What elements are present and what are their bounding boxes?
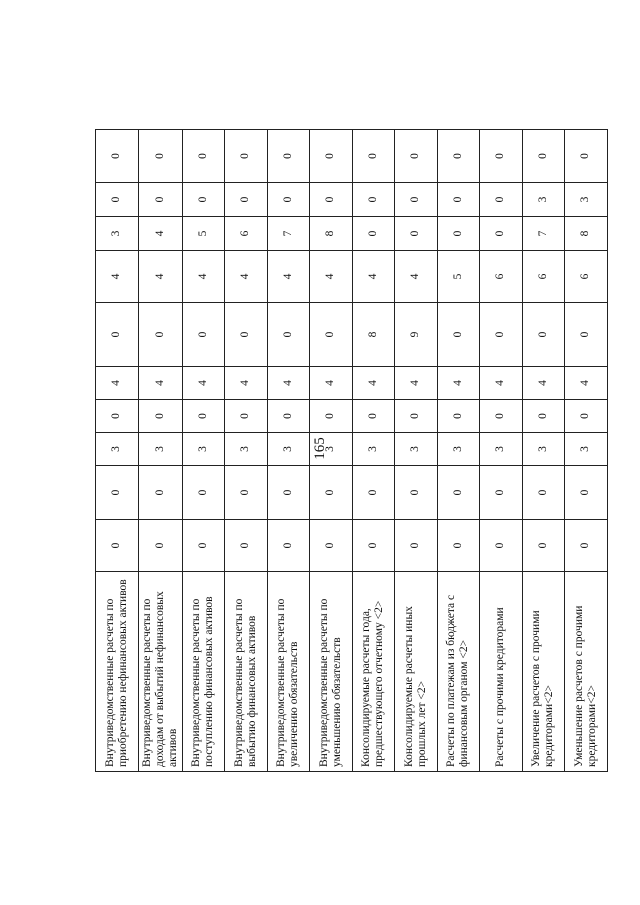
code-cell: 3 [480,433,523,466]
row-name: Внутриведомственные расчеты по выбытию финансовых активов [225,572,268,772]
code-cell: 4 [395,251,438,303]
code-cell: 3 [395,433,438,466]
code-cell: 4 [182,367,225,400]
code-cell: 4 [138,367,182,400]
code-cell: 0 [182,400,225,433]
code-cell: 0 [437,183,480,217]
code-cell: 0 [480,400,523,433]
code-cell: 9 [395,303,438,367]
code-cell: 0 [352,466,395,520]
code-cell: 0 [267,400,310,433]
code-cell: 0 [565,466,608,520]
code-cell: 4 [225,367,268,400]
code-cell: 0 [310,400,353,433]
code-cell: 7 [522,217,565,251]
code-cell: 4 [310,251,353,303]
row-name: Внутриведомственные расчеты по увеличению обязательств [267,572,310,772]
code-cell: 0 [522,400,565,433]
code-cell: 3 [522,183,565,217]
code-cell: 0 [138,466,182,520]
code-cell: 0 [437,400,480,433]
row-name: Расчеты с прочими кредиторами [480,572,523,772]
code-cell: 0 [138,130,182,183]
code-cell: 0 [352,217,395,251]
code-cell: 8 [352,303,395,367]
code-cell: 0 [138,400,182,433]
code-cell: 5 [437,251,480,303]
code-cell: 0 [522,130,565,183]
code-cell: 0 [267,520,310,572]
code-cell: 0 [225,520,268,572]
code-cell: 0 [310,466,353,520]
code-cell: 0 [182,183,225,217]
code-cell: 4 [267,251,310,303]
row-name: Внутриведомственные расчеты по уменьшению обязательств [310,572,353,772]
code-cell: 0 [138,303,182,367]
code-cell: 0 [96,303,139,367]
code-cell: 0 [352,130,395,183]
code-cell: 8 [565,217,608,251]
code-cell: 0 [310,130,353,183]
code-cell: 3 [267,433,310,466]
code-cell: 0 [395,217,438,251]
row-name: Внутриведомственные расчеты по поступлению финансовых активов [182,572,225,772]
code-cell: 0 [565,520,608,572]
code-cell: 3 [437,433,480,466]
code-cell: 0 [352,183,395,217]
code-cell: 4 [96,367,139,400]
code-cell: 0 [310,520,353,572]
table-row [182,130,225,772]
code-cell: 0 [565,130,608,183]
table-row [437,130,480,772]
code-cell: 3 [352,433,395,466]
row-name: Увеличение расчетов с прочими кредиторами<2> [522,572,565,772]
code-cell: 0 [480,130,523,183]
code-cell: 0 [138,183,182,217]
code-cell: 0 [310,183,353,217]
code-cell: 0 [225,400,268,433]
code-cell: 0 [437,217,480,251]
code-cell: 6 [225,217,268,251]
code-cell: 0 [395,130,438,183]
code-cell: 0 [522,303,565,367]
code-cell: 0 [352,520,395,572]
accounting-codes-table [95,129,608,772]
code-cell: 3 [565,183,608,217]
code-cell: 0 [395,183,438,217]
code-cell: 0 [267,466,310,520]
code-cell: 3 [225,433,268,466]
table-row [565,130,608,772]
code-cell: 0 [96,520,139,572]
code-cell: 3 [182,433,225,466]
row-name: Расчеты по платежам из бюджета с финансовым органом <2> [437,572,480,772]
code-cell: 4 [225,251,268,303]
code-cell: 0 [225,466,268,520]
code-cell: 0 [225,183,268,217]
code-cell: 0 [182,130,225,183]
row-name: Уменьшение расчетов с прочими кредиторами<2> [565,572,608,772]
code-cell: 3 [96,433,139,466]
code-cell: 0 [522,466,565,520]
code-cell: 4 [138,251,182,303]
code-cell: 6 [522,251,565,303]
row-name: Внутриведомственные расчеты по доходам от выбытий нефинансовых активов [138,572,182,772]
code-cell: 0 [480,183,523,217]
code-cell: 0 [267,183,310,217]
table-row [96,130,139,772]
code-cell: 3 [96,217,139,251]
code-cell: 4 [480,367,523,400]
table-row [395,130,438,772]
code-cell: 0 [96,130,139,183]
code-cell: 4 [352,251,395,303]
code-cell: 0 [437,130,480,183]
code-cell: 0 [267,303,310,367]
code-cell: 0 [480,466,523,520]
code-cell: 0 [395,520,438,572]
code-cell: 6 [480,251,523,303]
code-cell: 0 [96,183,139,217]
code-cell: 6 [565,251,608,303]
code-cell: 0 [480,520,523,572]
row-name: Консолидируемые расчеты года, предшествующего отчетному <2> [352,572,395,772]
table-row [225,130,268,772]
row-name: Внутриведомственные расчеты по приобретению нефинансовых активов [96,572,139,772]
code-cell: 0 [310,303,353,367]
code-cell: 0 [138,520,182,572]
code-cell: 0 [522,520,565,572]
code-cell: 0 [437,303,480,367]
code-cell: 0 [225,130,268,183]
code-cell: 0 [182,520,225,572]
code-cell: 0 [437,520,480,572]
code-cell: 0 [182,466,225,520]
row-name: Консолидируемые расчеты иных прошлых лет <2> [395,572,438,772]
table-row [310,130,353,772]
rotated-table-area [95,130,598,772]
code-cell: 7 [267,217,310,251]
code-cell: 4 [96,251,139,303]
code-cell: 4 [138,217,182,251]
code-cell: 3 [565,433,608,466]
code-cell: 0 [565,400,608,433]
code-cell: 0 [480,217,523,251]
code-cell: 5 [182,217,225,251]
code-cell: 8 [310,217,353,251]
table-row [480,130,523,772]
code-cell: 3 [138,433,182,466]
code-cell: 0 [395,466,438,520]
table-row [267,130,310,772]
code-cell: 0 [352,400,395,433]
code-cell: 4 [310,367,353,400]
code-cell: 3 [522,433,565,466]
code-cell: 4 [352,367,395,400]
table-body [96,130,608,772]
code-cell: 0 [96,400,139,433]
code-cell: 4 [267,367,310,400]
page-number: 165 [311,437,328,460]
table-row [138,130,182,772]
code-cell: 0 [182,303,225,367]
code-cell: 0 [565,303,608,367]
table-container [95,130,598,772]
code-cell: 0 [437,466,480,520]
code-cell: 4 [522,367,565,400]
code-cell: 4 [395,367,438,400]
code-cell: 4 [182,251,225,303]
code-cell: 0 [480,303,523,367]
code-cell: 0 [96,466,139,520]
code-cell: 0 [225,303,268,367]
table-row [522,130,565,772]
code-cell: 4 [437,367,480,400]
table-row [352,130,395,772]
code-cell: 3 [310,433,353,466]
code-cell: 0 [395,400,438,433]
code-cell: 0 [267,130,310,183]
code-cell: 4 [565,367,608,400]
